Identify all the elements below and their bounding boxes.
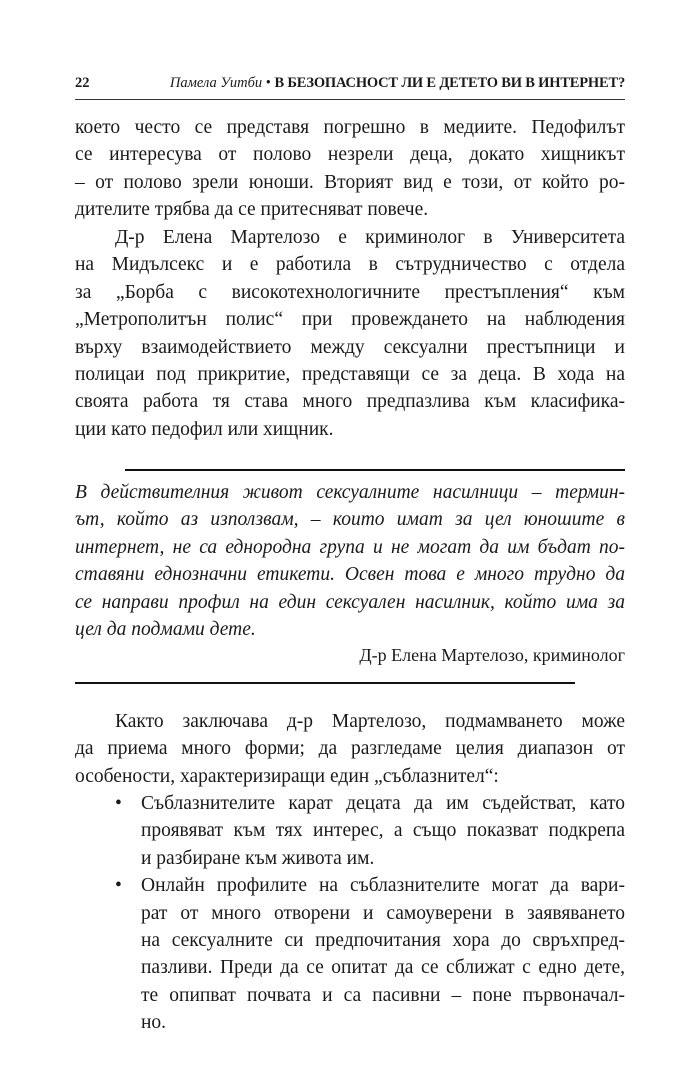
text-line: рат от много отворени и самоуверени в заявяването xyxy=(141,902,625,924)
text-line: пазливи. Преди да се опитат да се сближат с едно дете, xyxy=(141,957,625,979)
text-line: да приема много форми; да разгледаме целия диапазон от xyxy=(75,738,625,760)
block-quote xyxy=(75,479,625,643)
text-line: но. xyxy=(141,1012,167,1034)
header-author: Памела Уитби xyxy=(169,75,263,91)
running-title xyxy=(170,75,625,92)
text-line: върху взаимодействието между сексуални престъпници и xyxy=(75,336,625,358)
text-line: Съблазнителите карат децата да им съдействат, като xyxy=(141,793,625,814)
text-line: се интересува от полово незрели деца, докато хищникът xyxy=(75,144,625,166)
quote-line: се направи профил на един сексуален насилник, който има за xyxy=(75,591,625,613)
bullet-list xyxy=(75,790,625,1037)
text-line: и разбиране към живота им. xyxy=(141,847,375,869)
list-item xyxy=(75,790,625,872)
quote-bottom-rule xyxy=(75,682,575,684)
header-book-title: В БЕЗОПАСНОСТ ЛИ Е ДЕТЕТО ВИ В ИНТЕРНЕТ? xyxy=(274,75,625,91)
text-line: „Метрополитън полис“ при провеждането на наблюдения xyxy=(75,309,625,331)
quote-top-rule xyxy=(125,469,625,471)
bullet-icon: • xyxy=(115,875,122,897)
text-line: което често се представя погрешно в медиите. Педофилът xyxy=(75,117,625,138)
text-line: ции като педофил или хищник. xyxy=(75,418,334,440)
text-line: особености, характеризиращи един „съблазнител“: xyxy=(75,765,499,787)
text-line: Д-р Елена Мартелозо е криминолог в Университета xyxy=(115,227,625,248)
text-line: на Мидълсекс и е работила в сътрудничество с отдела xyxy=(75,254,625,276)
quote-line: ставяни еднозначни етикети. Освен това е много трудно да xyxy=(75,564,625,586)
text-line: Както заключава д-р Мартелозо, подмамването може xyxy=(115,711,625,732)
paragraph-3 xyxy=(75,708,625,790)
quote-line: ът, който аз използвам, – които имат за цел юношите в xyxy=(75,509,625,531)
text-line: – от полово зрели юноши. Вторият вид е този, от който ро- xyxy=(75,171,625,193)
text-line: полицаи под прикритие, представящи се за деца. В хода на xyxy=(75,364,625,386)
quote-line: цел да подмами дете. xyxy=(75,619,256,641)
text-line: дителите трябва да се притесняват повече. xyxy=(75,199,429,221)
list-item xyxy=(75,872,625,1036)
text-line: своята работа тя става много предпазлива към класифика- xyxy=(75,391,625,413)
quote-attribution: Д-р Елена Мартелозо, криминолог xyxy=(359,645,625,665)
paragraph-1 xyxy=(75,114,625,224)
text-line: те опипват почвата и са пасивни – поне първоначал- xyxy=(141,984,625,1006)
running-header xyxy=(75,73,625,100)
header-separator: • xyxy=(265,75,271,91)
paragraph-2 xyxy=(75,224,625,443)
page-number: 22 xyxy=(75,75,90,91)
text-line: проявяват към тях интерес, а също показват подкрепа xyxy=(141,820,625,842)
text-line: на сексуалните си предпочитания хора до свръхпред- xyxy=(141,930,625,952)
bullet-icon: • xyxy=(115,793,122,814)
quote-line: В действителния живот сексуалните насилници – термин- xyxy=(75,482,625,503)
text-line: за „Борба с високотехнологичните престъпления“ към xyxy=(75,281,625,303)
quote-line: интернет, не са еднородна група и не могат да им бъдат по- xyxy=(75,536,625,558)
text-line: Онлайн профилите на съблазнителите могат да вари- xyxy=(141,875,625,897)
